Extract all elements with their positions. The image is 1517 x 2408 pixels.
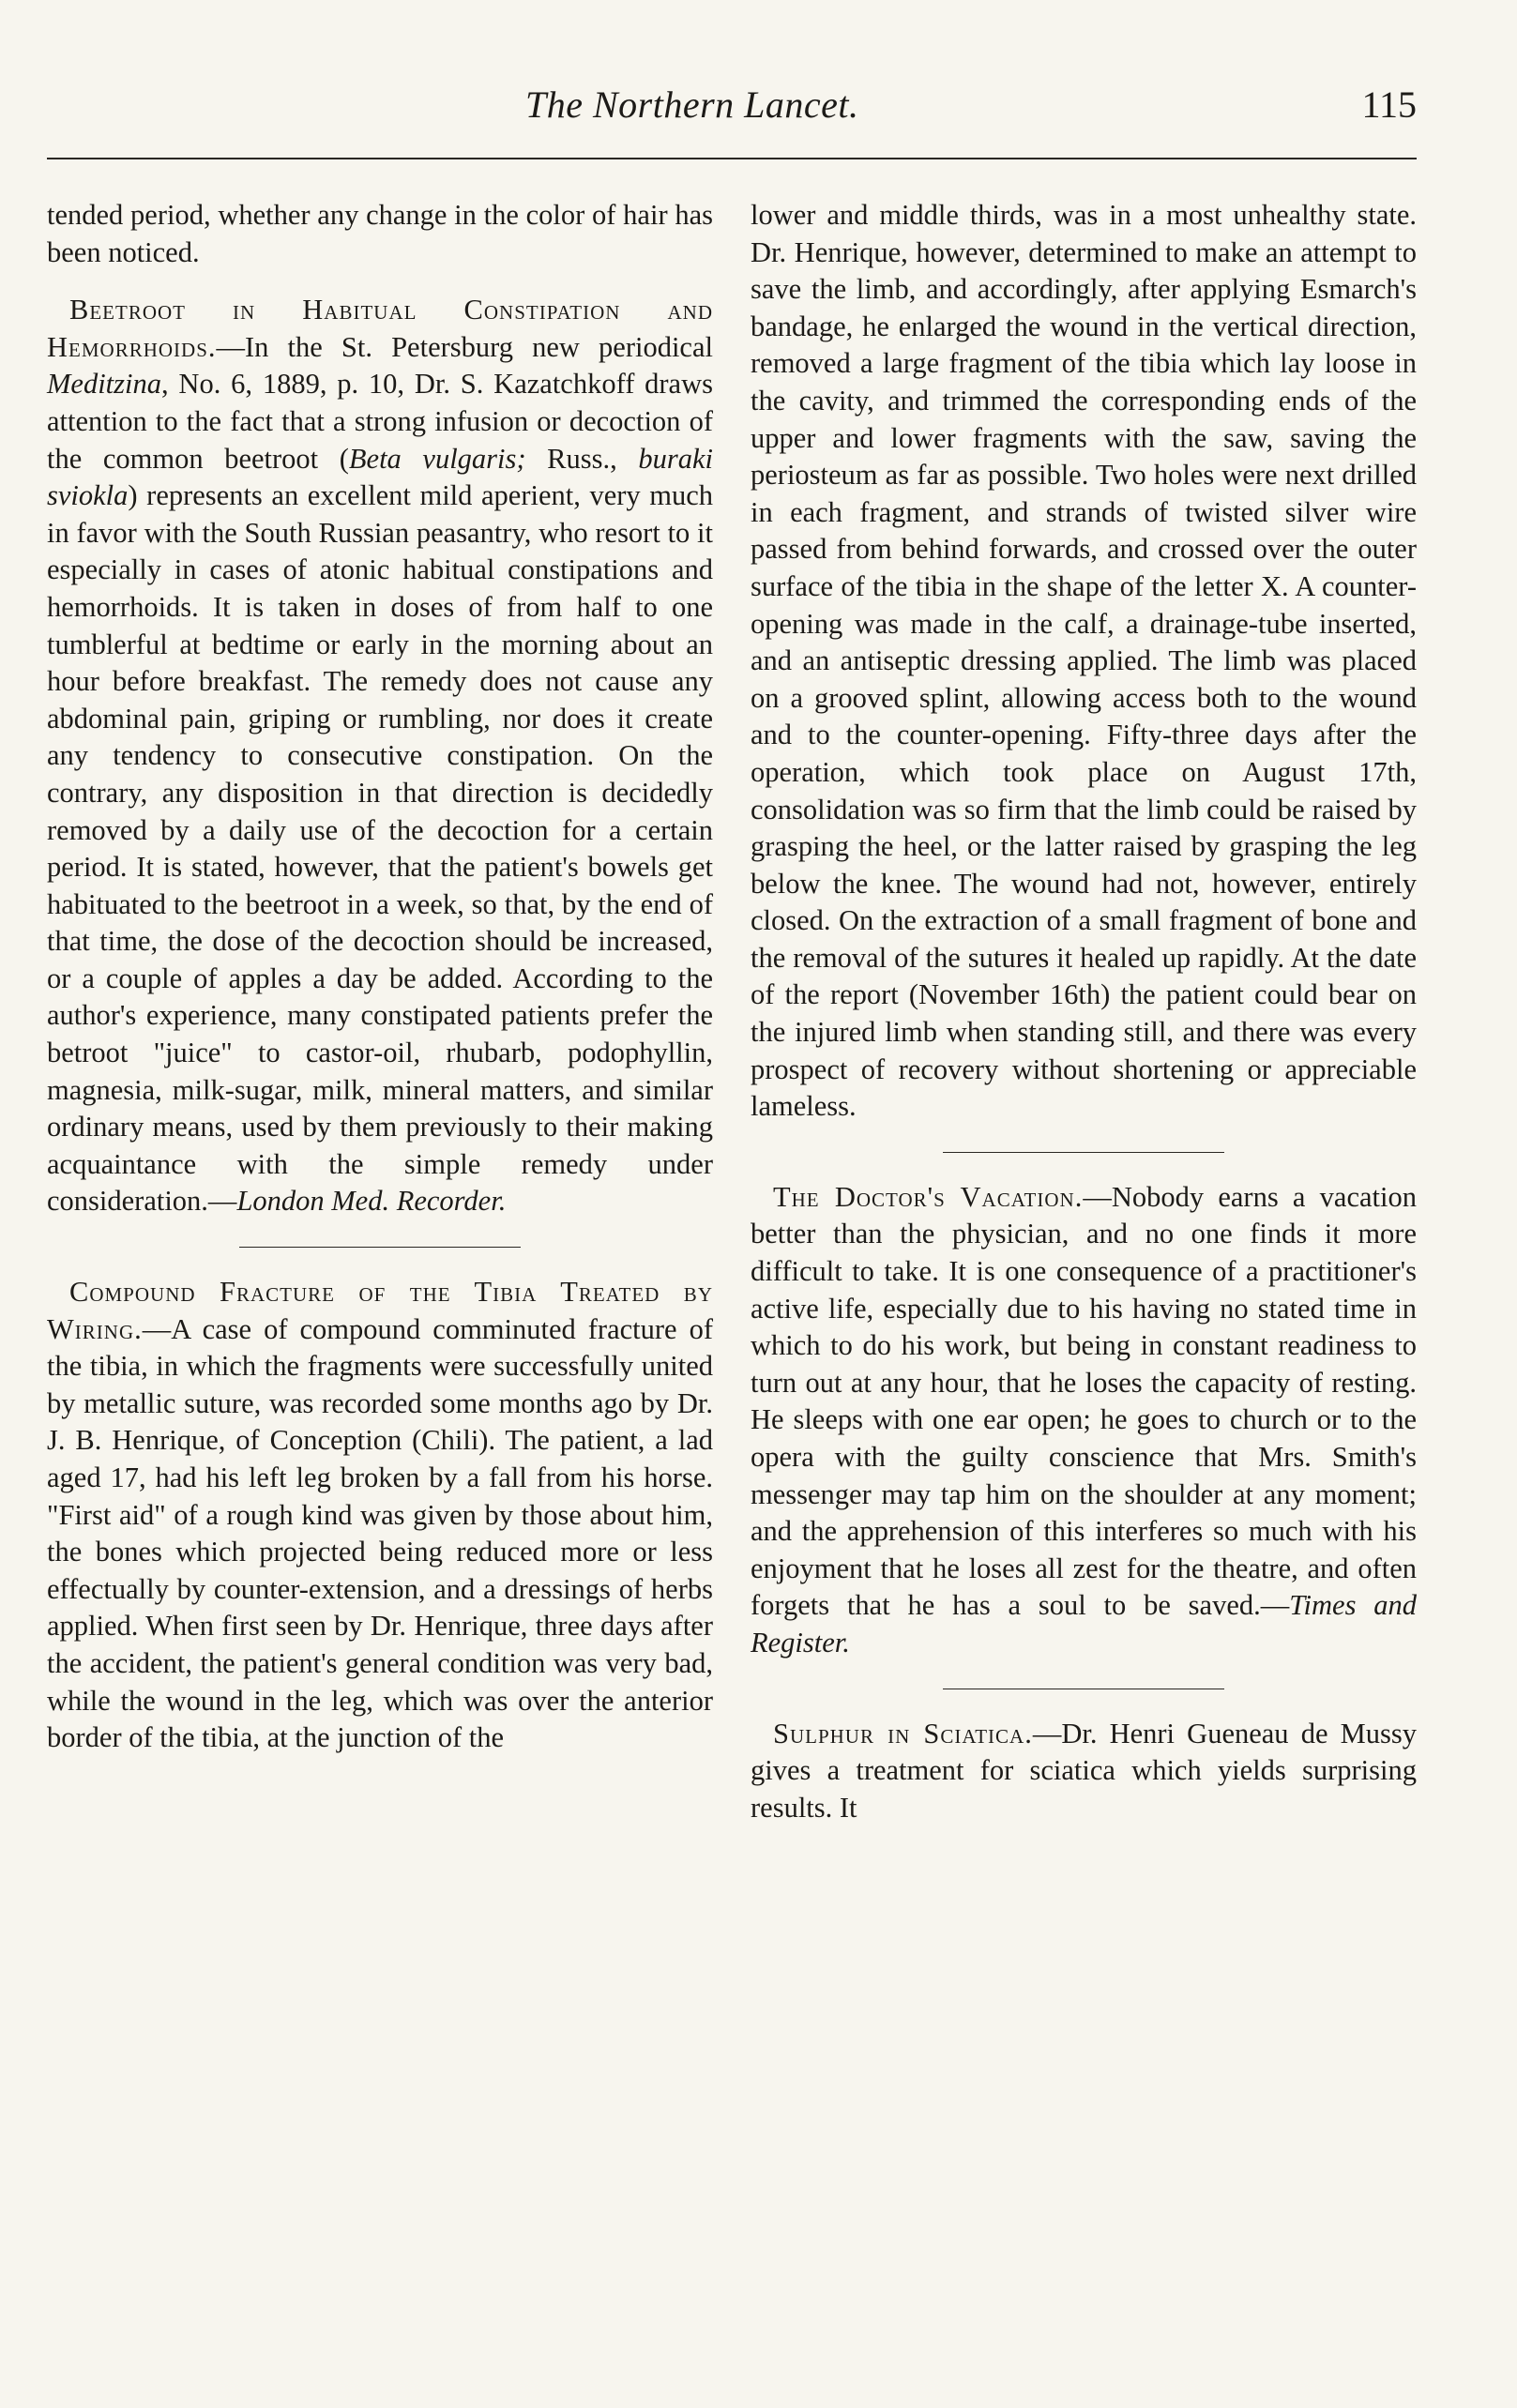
sulphur-article: [751, 1716, 1417, 1827]
running-title: The Northern Lancet.: [525, 83, 859, 126]
vacation-article: [751, 1179, 1417, 1662]
vacation-heading: The Doctor's Vacation.: [773, 1180, 1084, 1213]
beetroot-latin-name: Beta vulgaris;: [348, 442, 548, 475]
beetroot-body-4: ) represents an excellent mild aperient, very much in favor with the South Russian peasantry, who resort to it especially in cases of atonic habitual constipations and hemorrhoids. It is taken in doses of from half to one tumblerful at bedtime or early in the morning about an hour before breakfast. The remedy does not cause any abdominal pain, griping or rumbling, nor does it create any tendency to consecutive constipation. On the contrary, any disposition in that direction is decidedly removed by a daily use of the decoction for a certain period. It is stated, however, that the patient's bowels get habituated to the beetroot in a week, so that, by the end of that time, the dose of the decoction should be increased, or a couple of apples a day be added. According to the author's experience, many constipated patients prefer the betroot "juice" to castor-oil, rhubarb, podophyllin, magnesia, milk-sugar, milk, mineral matters, and similar ordinary means, used by them previously to their making acquaintance with the simple remedy under consideration.—: [47, 479, 713, 1218]
vacation-source: Times and Register.: [751, 1589, 1417, 1658]
right-column: [751, 197, 1417, 1826]
beetroot-russian-name: buraki sviokla: [47, 442, 713, 512]
tibia-article-continued: lower and middle thirds, was in a most unhealthy state. Dr. Henrique, however, determined to make an attempt to save the limb, and accordingly, after applying Esmarch's bandage, he enlarged the wound in the vertical direction, removed a large fragment of the tibia which lay loose in the cavity, and trimmed the corresponding ends of the upper and lower fragments with the saw, saving the periosteum as far as possible. Two holes were next drilled in each fragment, and strands of twisted silver wire passed from behind forwards, and crossed over the outer surface of the tibia in the shape of the letter X. A counter-opening was made in the calf, a drainage-tube inserted, and an antiseptic dressing applied. The limb was placed on a grooved splint, allowing access both to the wound and to the counter-opening. Fifty-three days after the operation, which took place on August 17th, consolidation was so firm that the limb could be raised by grasping the heel, or the latter raised by grasping the leg below the knee. The wound had not, however, entirely closed. On the extraction of a small fragment of bone and the removal of the sutures it healed up rapidly. At the date of the report (November 16th) the patient could bear on the injured limb when standing still, and there was every prospect of recovery without shortening or appreciable lameless.: [751, 199, 1417, 1123]
beetroot-journal: Meditzina: [47, 368, 161, 401]
beetroot-body-3: Russ.,: [547, 442, 639, 475]
page-number: 115: [1361, 83, 1417, 126]
vacation-body: —Nobody earns a vacation better than the physician, and no one finds it more difficult to take. It is one consequence of a practitioner's active life, especially due to his having no stated time in which to do his work, but being in constant readiness to turn out at any hour, that he loses the capacity of resting. He sleeps with one ear open; he goes to church or to the opera with the guilty conscience that Mrs. Smith's messenger may tap him on the shoulder at any moment; and the apprehension of this interferes so much with his enjoyment that he loses all zest for the theatre, and often forgets that he has a soul to be saved.—: [751, 1180, 1417, 1622]
header-rule: [47, 158, 1417, 159]
tibia-article: [47, 1274, 713, 1757]
tibia-body: —A case of compound comminuted fracture of the tibia, in which the fragments were successfully united by metallic suture, was recorded some months ago by Dr. J. B. Henrique, of Conception (Chili). The patient, a lad aged 17, had his left leg broken by a fall from his horse. "First aid" of a rough kind was given by those about him, the bones which projected being reduced more or less effectually by counter-extension, and a dressings of herbs applied. When first seen by Dr. Henrique, three days after the accident, the patient's general condition was very bad, while the wound in the leg, which was over the anterior border of the tibia, at the junction of the: [47, 1312, 713, 1754]
section-divider: [943, 1152, 1224, 1153]
left-column: [47, 197, 713, 1757]
beetroot-body-2: , No. 6, 1889, p. 10, Dr. S. Kazatchkoff draws attention to the fact that a strong infusion or decoction of the common beetroot (: [47, 368, 713, 475]
continued-paragraph: tended period, whether any change in the color of hair has been noticed.: [47, 199, 713, 268]
sulphur-heading: Sulphur in Sciatica.: [773, 1717, 1033, 1749]
tibia-heading: Compound Fracture of the Tibia Treated by Wiring.: [47, 1276, 713, 1345]
beetroot-heading: Beetroot in Habitual Constipation and Hemorrhoids.: [47, 294, 713, 363]
beetroot-source: London Med. Recorder.: [236, 1185, 507, 1218]
section-divider: [239, 1247, 521, 1248]
sulphur-body: —Dr. Henri Gueneau de Mussy gives a treatment for sciatica which yields surprising results. It: [751, 1717, 1417, 1824]
beetroot-body-1: —In the St. Petersburg new periodical: [216, 330, 713, 363]
beetroot-article: [47, 292, 713, 1220]
